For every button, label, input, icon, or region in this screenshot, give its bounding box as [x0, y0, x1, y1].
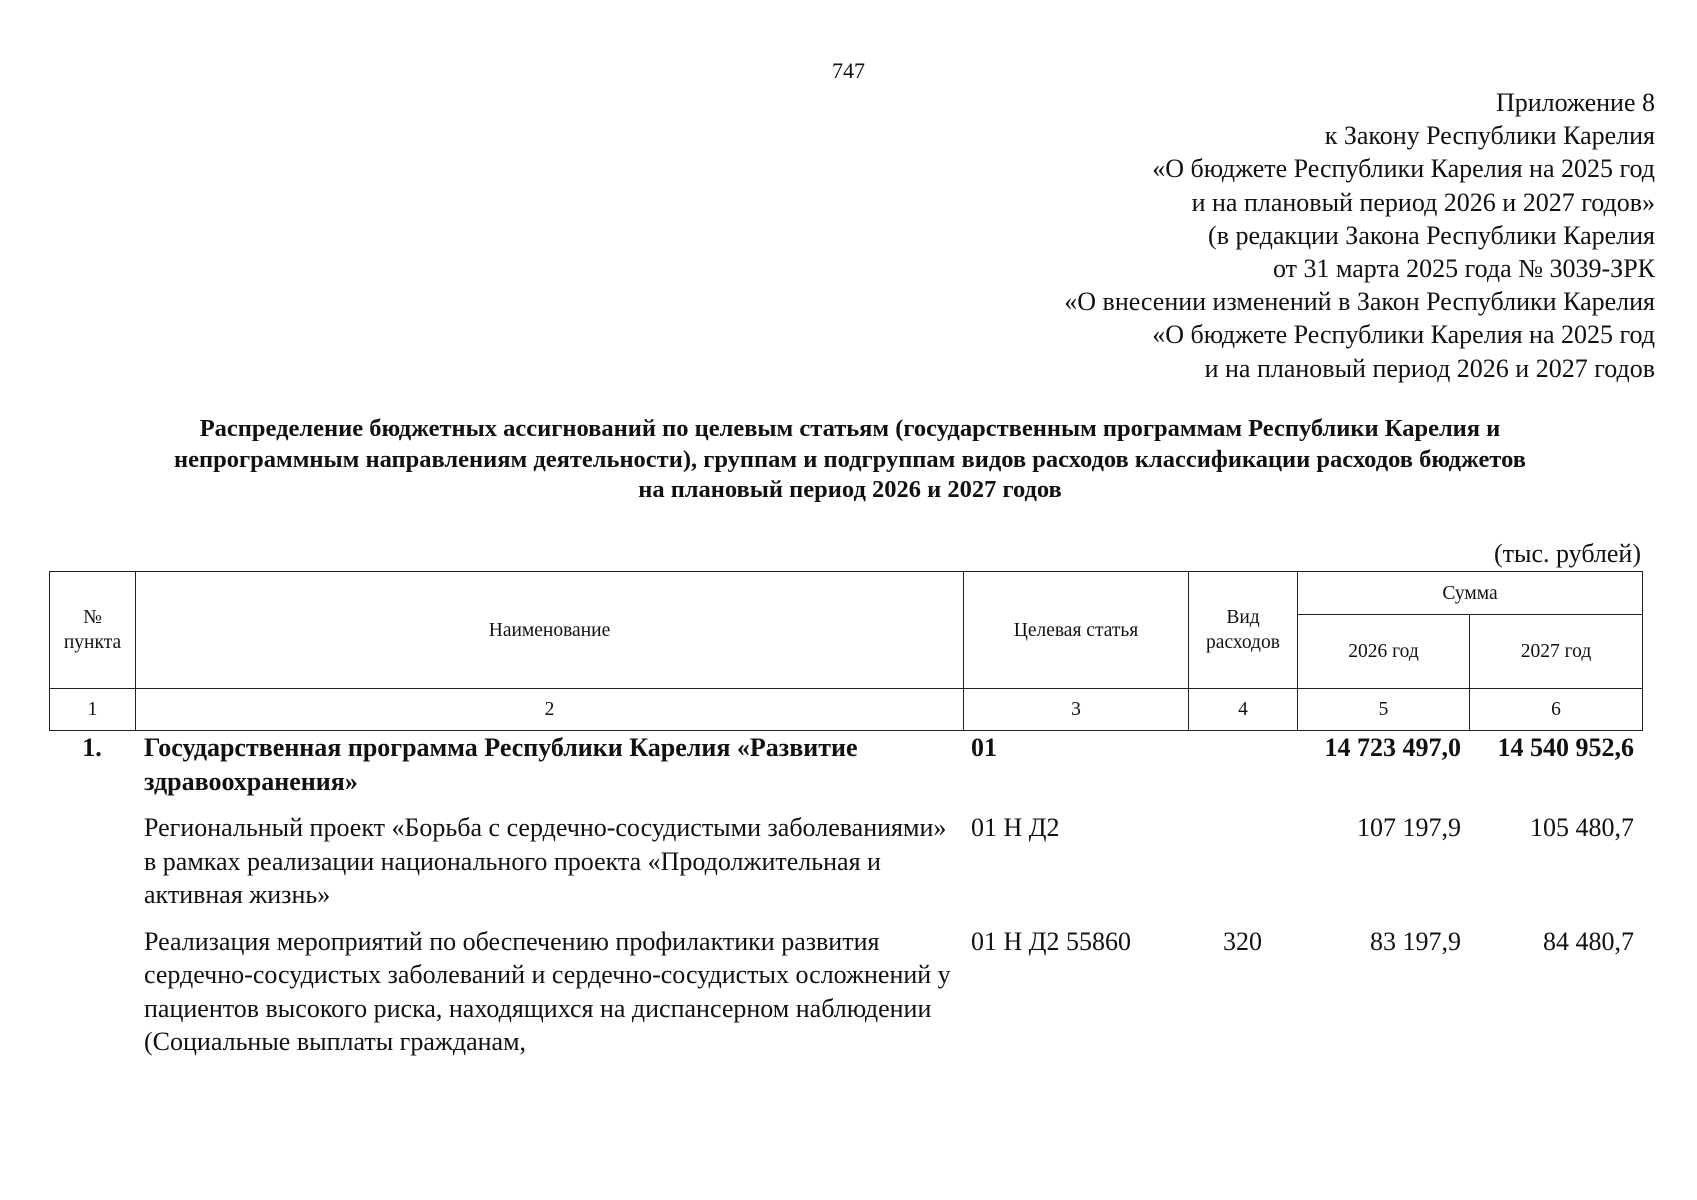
appendix-line: и на плановый период 2026 и 2027 годов» — [1191, 187, 1655, 217]
row-name: Государственная программа Республики Карелия «Развитие здравоохранения» — [144, 733, 858, 796]
column-number: 1 — [50, 689, 136, 731]
header-name: Наименование — [136, 572, 964, 689]
column-number: 4 — [1189, 689, 1298, 731]
row-sum-2027: 84 480,7 — [1543, 926, 1634, 956]
column-number: 5 — [1298, 689, 1470, 731]
appendix-header — [755, 86, 1655, 385]
appendix-line: и на плановый период 2026 и 2027 годов — [1204, 353, 1655, 383]
table-row — [49, 925, 1642, 1059]
header-vid: Вид расходов — [1189, 572, 1298, 689]
header-code: Целевая статья — [964, 572, 1189, 689]
row-sum-2026: 107 197,9 — [1357, 813, 1461, 842]
header-year-2027: 2027 год — [1470, 615, 1643, 689]
row-vid: 320 — [1223, 926, 1262, 956]
title-line: непрограммным направлениям деятельности), группам и подгруппам видов расходов классификации расходов бюджетов — [174, 445, 1526, 473]
table-row — [49, 731, 1642, 811]
appendix-line: «О бюджете Республики Карелия на 2025 год — [1152, 154, 1655, 184]
header-sum: Сумма — [1298, 572, 1643, 615]
table-row — [49, 811, 1642, 925]
title-line: на плановый период 2026 и 2027 годов — [638, 476, 1062, 503]
appendix-line: «О внесении изменений в Закон Республики Карелия — [1064, 287, 1655, 317]
row-name: Реализация мероприятий по обеспечению профилактики развития сердечно-сосудистых заболеваний и сердечно-сосудистых осложнений у пациентов высокого риска, находящихся на диспансерном наблюдении (Социальные выплаты гражданам, — [144, 926, 951, 1056]
title-line: Распределение бюджетных ассигнований по целевым статьям (государственным программам Республики Карелия и — [199, 415, 1501, 442]
row-code: 01 Н Д2 — [971, 813, 1060, 842]
row-sum-2026: 14 723 497,0 — [1324, 733, 1461, 762]
row-code: 01 Н Д2 55860 — [971, 926, 1132, 956]
document-title — [40, 414, 1660, 506]
row-vid — [1188, 731, 1297, 811]
page-number: 747 — [832, 58, 865, 83]
row-sum-2027: 105 480,7 — [1530, 813, 1634, 842]
row-vid — [1188, 811, 1297, 925]
table-header — [49, 571, 1643, 731]
appendix-line: Приложение 8 — [1495, 88, 1655, 117]
row-num — [49, 925, 135, 1059]
appendix-line: к Закону Республики Карелия — [1324, 121, 1655, 151]
row-num — [49, 811, 135, 925]
row-sum-2027: 14 540 952,6 — [1497, 733, 1634, 762]
units-label: (тыс. рублей) — [1493, 539, 1641, 568]
header-num: № пункта — [50, 572, 136, 689]
budget-table-body — [49, 731, 1642, 1059]
appendix-line: от 31 марта 2025 года № 3039-ЗРК — [1272, 254, 1655, 284]
row-name: Региональный проект «Борьба с сердечно-сосудистыми заболеваниями» в рамках реализации национального проекта «Продолжительная и активная жизнь» — [144, 813, 947, 909]
column-number: 2 — [136, 689, 964, 731]
column-number: 6 — [1470, 689, 1643, 731]
row-sum-2026: 83 197,9 — [1370, 926, 1461, 956]
header-year-2026: 2026 год — [1298, 615, 1470, 689]
row-code: 01 — [971, 733, 997, 762]
appendix-line: «О бюджете Республики Карелия на 2025 год — [1152, 320, 1655, 350]
row-num: 1. — [82, 733, 102, 762]
appendix-line: (в редакции Закона Республики Карелия — [1208, 220, 1655, 250]
column-number: 3 — [964, 689, 1189, 731]
